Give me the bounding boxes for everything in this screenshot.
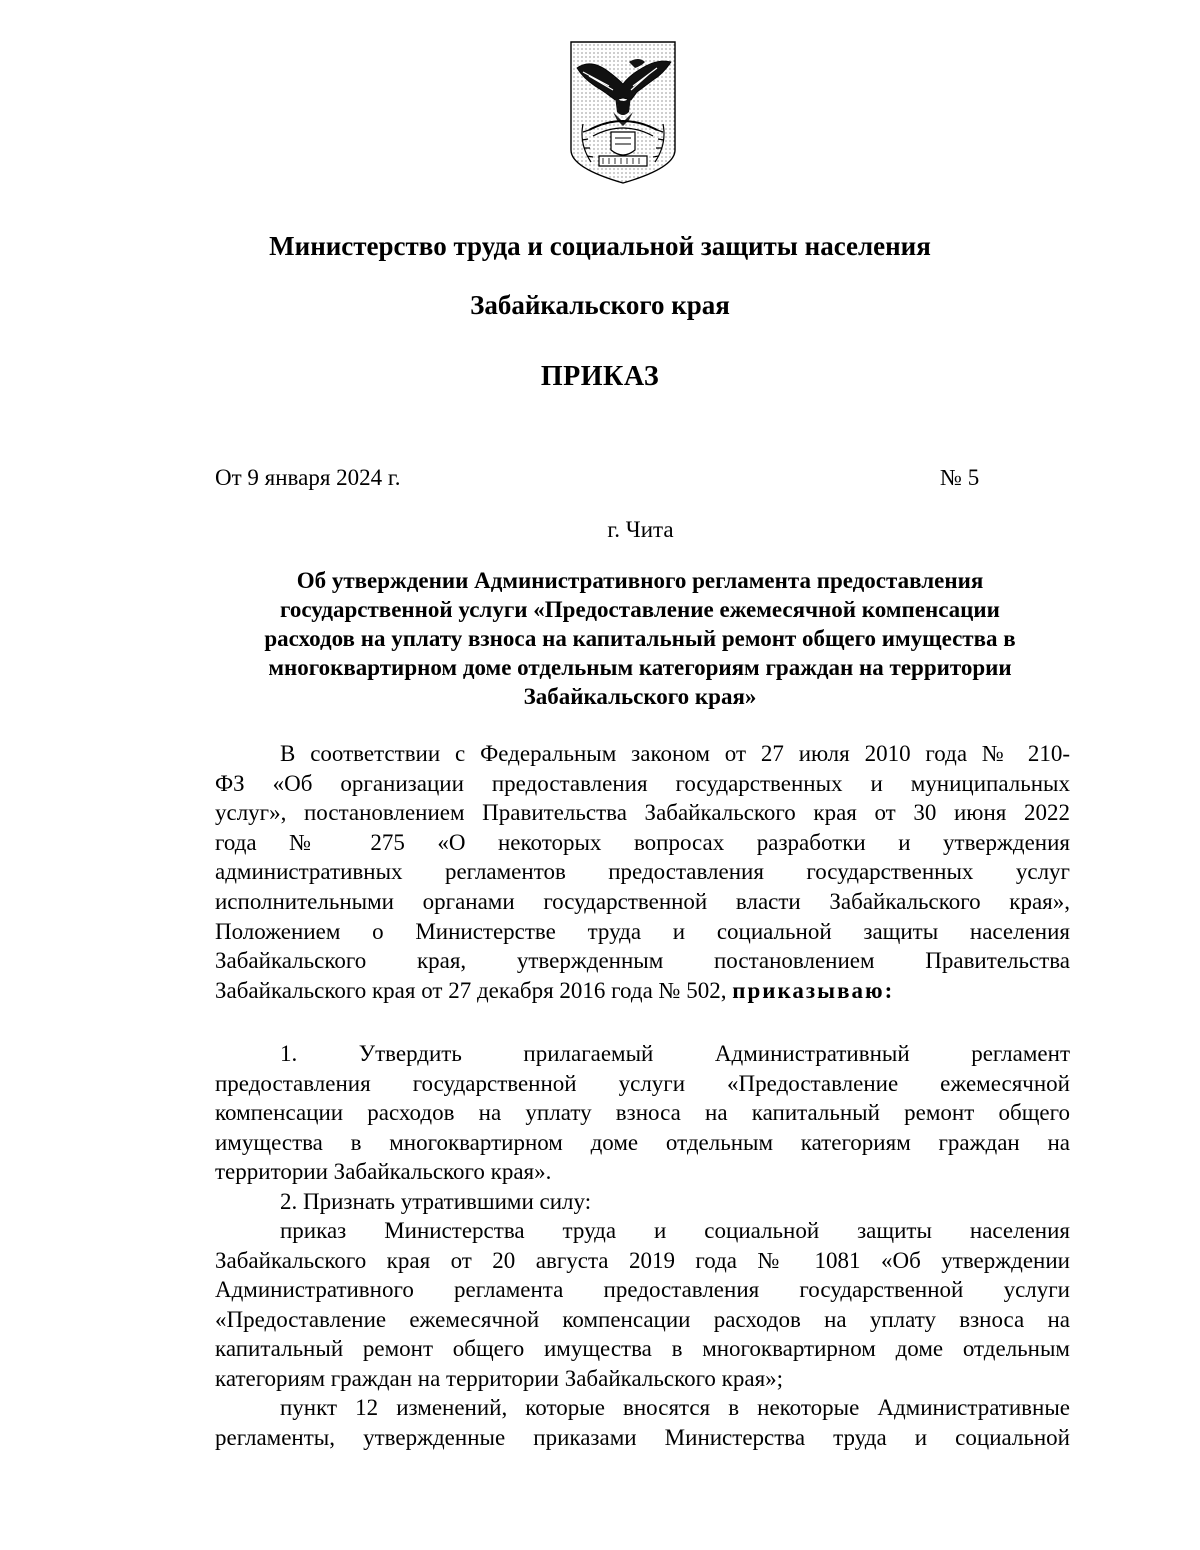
order-word: приказываю: xyxy=(732,977,895,1003)
preamble-line-last xyxy=(215,976,1070,1006)
item-2b-line: пункт 12 изменений, которые вносятся в некоторые Административные xyxy=(280,1395,1070,1420)
item-2-heading xyxy=(215,1187,1070,1217)
item-2a-line: «Предоставление ежемесячной компенсации расходов на уплату взноса на xyxy=(215,1306,1070,1332)
item-2-heading-text: 2. Признать утратившими силу: xyxy=(280,1189,592,1214)
item-2a-line: капитальный ремонт общего имущества в многоквартирном доме отдельным xyxy=(215,1336,1070,1362)
document-type: ПРИКАЗ xyxy=(540,361,660,392)
organization-name-line-1: Министерство труда и социальной защиты населения xyxy=(269,231,931,261)
document-title xyxy=(200,566,1080,711)
preamble-line: услуг», постановлением Правительства Забайкальского края от 30 июня 2022 xyxy=(215,800,1070,826)
preamble-line: ФЗ «Об организации предоставления государственных и муниципальных xyxy=(215,770,1070,796)
title-line: государственной услуги «Предоставление ежемесячной компенсации xyxy=(280,597,1000,622)
preamble-paragraph xyxy=(215,739,1070,1005)
item-1-line: 1. Утвердить прилагаемый Административный регламент xyxy=(280,1041,1070,1066)
item-2a-line: Административного регламента предоставления государственной услуги xyxy=(215,1277,1070,1303)
document-date: От 9 января 2024 г. xyxy=(215,465,401,490)
item-2b-line: регламенты, утвержденные приказами Министерства труда и социальной xyxy=(215,1424,1070,1450)
item-2a-line: Забайкальского края от 20 августа 2019 года № 1081 «Об утверждении xyxy=(215,1247,1070,1273)
title-line: Об утверждении Административного регламента предоставления xyxy=(296,568,984,593)
organization-name-line-2: Забайкальского края xyxy=(470,290,730,320)
preamble-line: Забайкальского края, утвержденным постановлением Правительства xyxy=(215,948,1070,974)
item-2b-paragraph xyxy=(215,1393,1070,1452)
title-line: многоквартирном доме отдельным категориям граждан на территории xyxy=(268,655,1012,680)
coat-of-arms-icon xyxy=(569,40,677,185)
title-line: Забайкальского края» xyxy=(523,684,757,709)
item-1-line: имущества в многоквартирном доме отдельным категориям граждан на xyxy=(215,1129,1070,1155)
document-city: г. Чита xyxy=(607,517,674,542)
item-1-line: компенсации расходов на уплату взноса на капитальный ремонт общего xyxy=(215,1100,1070,1126)
item-2a-line: приказ Министерства труда и социальной защиты населения xyxy=(280,1218,1070,1243)
preamble-line: исполнительными органами государственной власти Забайкальского края», xyxy=(215,888,1070,914)
preamble-line: В соответствии с Федеральным законом от 27 июля 2010 года № 210- xyxy=(280,741,1070,766)
item-1-paragraph xyxy=(215,1039,1070,1187)
preamble-line: года № 275 «О некоторых вопросах разработки и утверждения xyxy=(215,829,1070,855)
item-2a-line: категориям граждан на территории Забайкальского края»; xyxy=(215,1365,784,1391)
preamble-line: административных регламентов предоставления государственных услуг xyxy=(215,859,1070,885)
item-1-line: территории Забайкальского края». xyxy=(215,1159,552,1185)
preamble-line-text: Забайкальского края от 27 декабря 2016 года № 502, xyxy=(215,977,727,1003)
document-number: № 5 xyxy=(940,465,980,490)
item-2a-paragraph xyxy=(215,1216,1070,1394)
title-line: расходов на уплату взноса на капитальный ремонт общего имущества в xyxy=(264,626,1016,651)
preamble-line: Положением о Министерстве труда и социальной защиты населения xyxy=(215,918,1070,944)
item-1-line: предоставления государственной услуги «Предоставление ежемесячной xyxy=(215,1070,1070,1096)
